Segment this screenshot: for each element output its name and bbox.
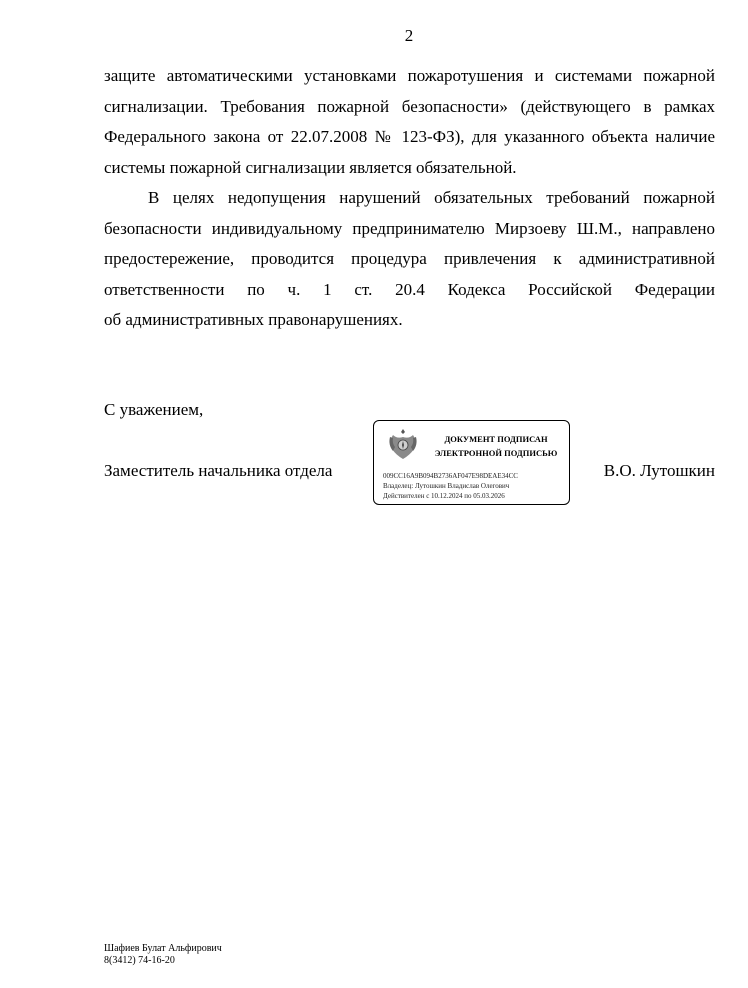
- executor-phone: 8(3412) 74-16-20: [104, 955, 175, 966]
- certificate-number: 009CC16A9B094B2736AF047E98DEAE34CC: [383, 472, 518, 480]
- certificate-validity: Действителен с 10.12.2024 по 05.03.2026: [383, 492, 505, 500]
- executor-name: Шафиев Булат Альфирович: [104, 943, 222, 954]
- signer-position: Заместитель начальника отдела: [104, 461, 333, 480]
- text-line: безопасности индивидуальному предпринимателю Мирзоеву Ш.М., направлено: [104, 218, 715, 238]
- text-line: об административных правонарушениях.: [104, 310, 403, 329]
- stamp-title: ДОКУМЕНТ ПОДПИСАН: [444, 434, 548, 444]
- paragraph-measures: [104, 183, 715, 336]
- signer-name: В.О. Лутошкин: [603, 461, 715, 480]
- text-line: защите автоматическими установками пожаротушения и системами пожарной: [104, 66, 715, 85]
- executor-footer: [104, 943, 222, 967]
- paragraph-requirements: [104, 61, 715, 183]
- text-line: В целях недопущения нарушений обязательных требований пожарной: [148, 188, 715, 207]
- text-line: системы пожарной сигнализации является обязательной.: [104, 157, 517, 177]
- text-line: ответственности по ч. 1 ст. 20.4 Кодекса Российской Федерации: [104, 279, 715, 299]
- text-line: Федерального закона от 22.07.2008 № 123-ФЗ), для указанного объекта наличие: [104, 127, 715, 146]
- certificate-owner: Владелец: Лутошкин Владислав Олегович: [383, 482, 510, 490]
- mchs-emblem-icon: [387, 427, 419, 461]
- greeting: С уважением,: [104, 400, 204, 419]
- stamp-details: [383, 471, 518, 501]
- text-line: предостережение, проводится процедура привлечения к административной: [104, 249, 715, 268]
- text-line: сигнализации. Требования пожарной безопасности» (действующего в рамках: [104, 96, 715, 116]
- electronic-signature-stamp: [373, 420, 570, 505]
- stamp-subtitle: ЭЛЕКТРОННОЙ ПОДПИСЬЮ: [434, 448, 558, 458]
- page-number: 2: [404, 26, 414, 45]
